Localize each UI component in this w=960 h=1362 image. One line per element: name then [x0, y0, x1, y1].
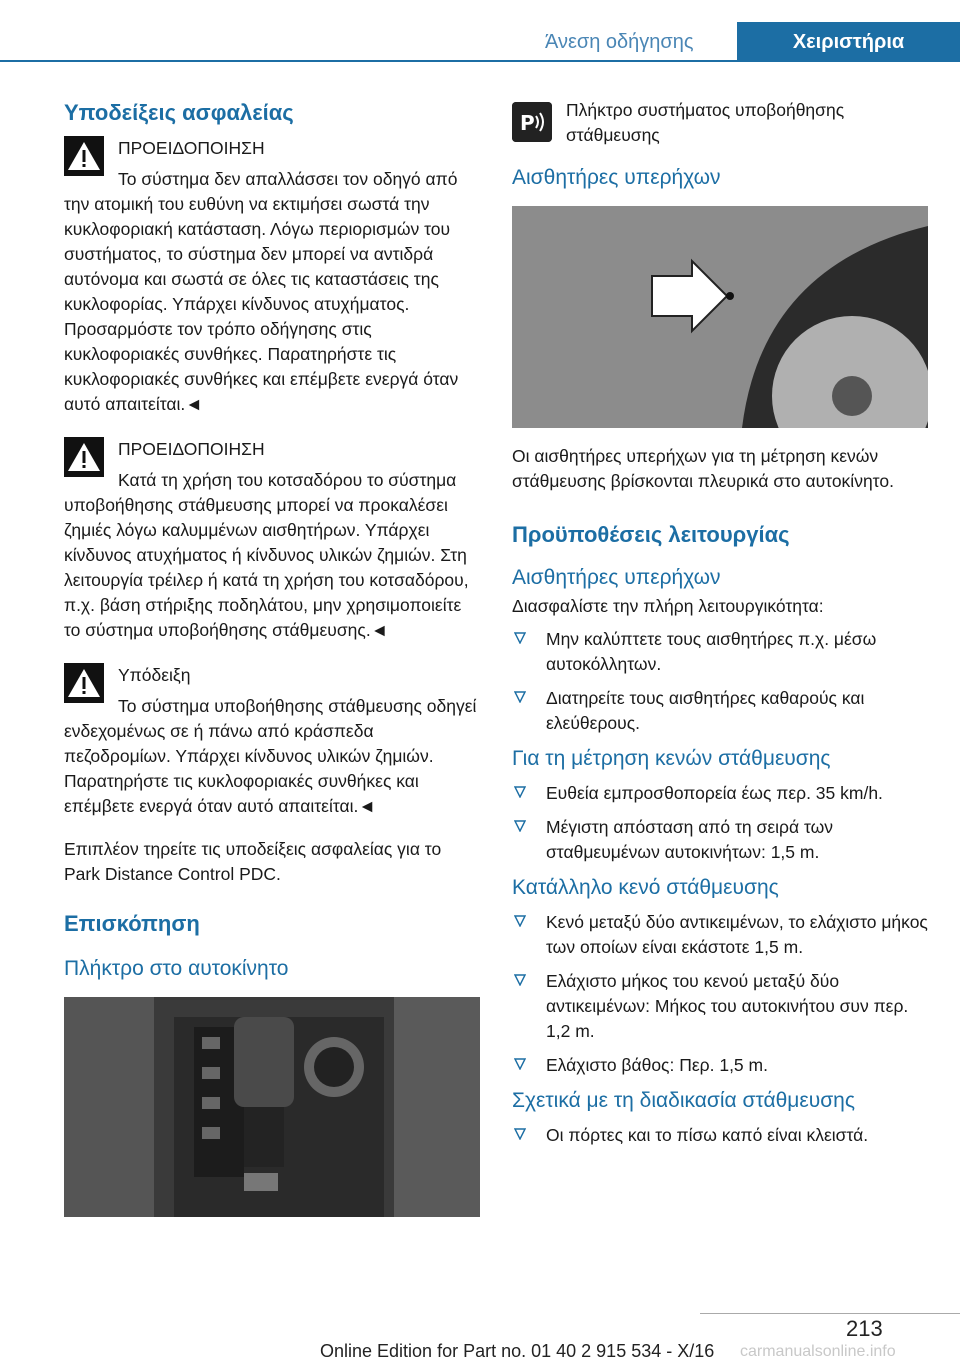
list-item: Οι πόρτες και το πίσω καπό είναι κλειστά. [512, 1123, 928, 1148]
edition-text: Online Edition for Part no. 01 40 2 915 534 - X/16 [320, 1341, 715, 1361]
center-console-image [64, 997, 480, 1217]
safety-heading: Υποδείξεις ασφαλείας [64, 100, 294, 125]
bullet-arrow-icon [514, 820, 526, 832]
page-header [0, 0, 960, 62]
warning-text: Το σύστημα δεν απαλλάσσει τον οδηγό από την ατομική του ευθύνη να εκτιμήσει σωστά την κυκλοφοριακή κατάσταση. Λόγω περιορισμών του συστήματος, το σύστημα δεν μπορεί να αντιδρά αυτόνομα και σωστά σε όλες τις καταστάσεις της κυκλοφορίας. Υπάρχει κίνδυνος ατυχήματος. Προσαρμόστε τον τρόπο οδήγησης στις κυκλοφοριακές συνθήκες. Παρατηρήστε τις κυκλοφοριακές συνθήκες και επέμβετε ενεργά όταν αυτό απαιτείται.◄ [64, 169, 459, 414]
list-item: Ευθεία εμπροσθοπορεία έως περ. 35 km/h. [512, 781, 928, 806]
list-item: Μην καλύπτετε τους αισθητήρες π.χ. μέσω αυτοκόλλητων. [512, 627, 928, 677]
button-in-car-heading: Πλήκτρο στο αυτοκίνητο [64, 957, 289, 980]
section-tab[interactable]: Άνεση οδήγησης [545, 31, 694, 53]
sensors-caption: Οι αισθητήρες υπερήχων για τη μέτρηση κενών στάθμευσης βρίσκονται πλευρικά στο αυτοκίνητο. [512, 446, 894, 491]
left-column [64, 98, 480, 1217]
note-title: Υπόδειξη [118, 665, 191, 685]
measurement-heading: Για τη μέτρηση κενών στάθμευσης [512, 747, 831, 770]
ultrasonic-sensor-image [512, 206, 928, 428]
pdc-button-label: Πλήκτρο συστήματος υποβοήθησης στάθμευσης [566, 100, 845, 145]
header-rule [0, 60, 960, 62]
warning-triangle-icon [64, 136, 104, 176]
bullet-arrow-icon [514, 1058, 526, 1070]
warning-title: ΠΡΟΕΙΔΟΠΟΙΗΣΗ [118, 439, 265, 459]
parking-gap-list [512, 910, 928, 1078]
warning-block-2 [64, 437, 480, 643]
overview-heading: Επισκόπηση [64, 911, 200, 936]
list-item: Διατηρείτε τους αισθητήρες καθαρούς και ελεύθερους. [512, 686, 928, 736]
procedure-heading: Σχετικά με τη διαδικασία στάθμευσης [512, 1089, 855, 1112]
sensors-subheading: Αισθητήρες υπερήχων [512, 566, 721, 589]
park-distance-control-icon [512, 102, 552, 142]
bullet-arrow-icon [514, 974, 526, 986]
note-text: Το σύστημα υποβοήθησης στάθμευσης οδηγεί ενδεχομένως σε ή πάνω από κράσπεδα πεζοδρομίων. Υπάρχει κίνδυνος υλικών ζημιών. Παρατηρήστε τις κυκλοφοριακές συνθήκες και επέμβετε ενεργά όταν αυτό απαιτείται.◄ [64, 696, 477, 816]
bullet-arrow-icon [514, 632, 526, 644]
parking-gap-heading: Κατάλληλο κενό στάθμευσης [512, 876, 779, 899]
note-block [64, 663, 480, 819]
footer-rule [700, 1313, 960, 1314]
bullet-arrow-icon [514, 786, 526, 798]
pdc-button-row [512, 98, 928, 148]
warning-triangle-icon [64, 663, 104, 703]
active-chapter-tab[interactable]: Χειριστήρια [737, 22, 960, 60]
prerequisites-heading: Προϋποθέσεις λειτουργίας [512, 522, 790, 547]
right-column [512, 98, 928, 1157]
bullet-arrow-icon [514, 1128, 526, 1140]
list-item: Μέγιστη απόσταση από τη σειρά των σταθμευμένων αυτοκινήτων: 1,5 m. [512, 815, 928, 865]
warning-title: ΠΡΟΕΙΔΟΠΟΙΗΣΗ [118, 138, 265, 158]
svg-text:P: P [520, 111, 535, 135]
list-item: Ελάχιστο βάθος: Περ. 1,5 m. [512, 1053, 928, 1078]
warning-text: Κατά τη χρήση του κοτσαδόρου το σύστημα υποβοήθησης στάθμευσης μπορεί να προκαλέσει ζημιές λόγω καλυμμένων αισθητήρων. Υπάρχει κίνδυνος ατυχήματος ή κίνδυνος υλικών ζημιών. Στη λειτουργία τρέιλερ ή κατά τη χρήση του κοτσαδόρου, π.χ. βάση στήριξης ποδηλάτου, μην χρησιμοποιείτε το σύστημα υποβοήθησης στάθμευσης.◄ [64, 470, 469, 640]
sensors-heading: Αισθητήρες υπερήχων [512, 166, 721, 189]
sensors-intro: Διασφαλίστε την πλήρη λειτουργικότητα: [512, 596, 824, 616]
bullet-arrow-icon [514, 915, 526, 927]
warning-block-1 [64, 136, 480, 417]
extra-safety-text: Επιπλέον τηρείτε τις υποδείξεις ασφαλείας για το Park Distance Control PDC. [64, 839, 442, 884]
watermark-text: carmanualsonline.info [740, 1343, 896, 1360]
sensor-care-list [512, 627, 928, 736]
warning-triangle-icon [64, 437, 104, 477]
page-number: 213 [846, 1316, 883, 1341]
measurement-list [512, 781, 928, 865]
list-item: Κενό μεταξύ δύο αντικειμένων, το ελάχιστο μήκος των οποίων είναι εκάστοτε 1,5 m. [512, 910, 928, 960]
procedure-list [512, 1123, 928, 1148]
bullet-arrow-icon [514, 691, 526, 703]
list-item: Ελάχιστο μήκος του κενού μεταξύ δύο αντικειμένων: Μήκος του αυτοκινήτου συν περ. 1,2 m. [512, 969, 928, 1044]
